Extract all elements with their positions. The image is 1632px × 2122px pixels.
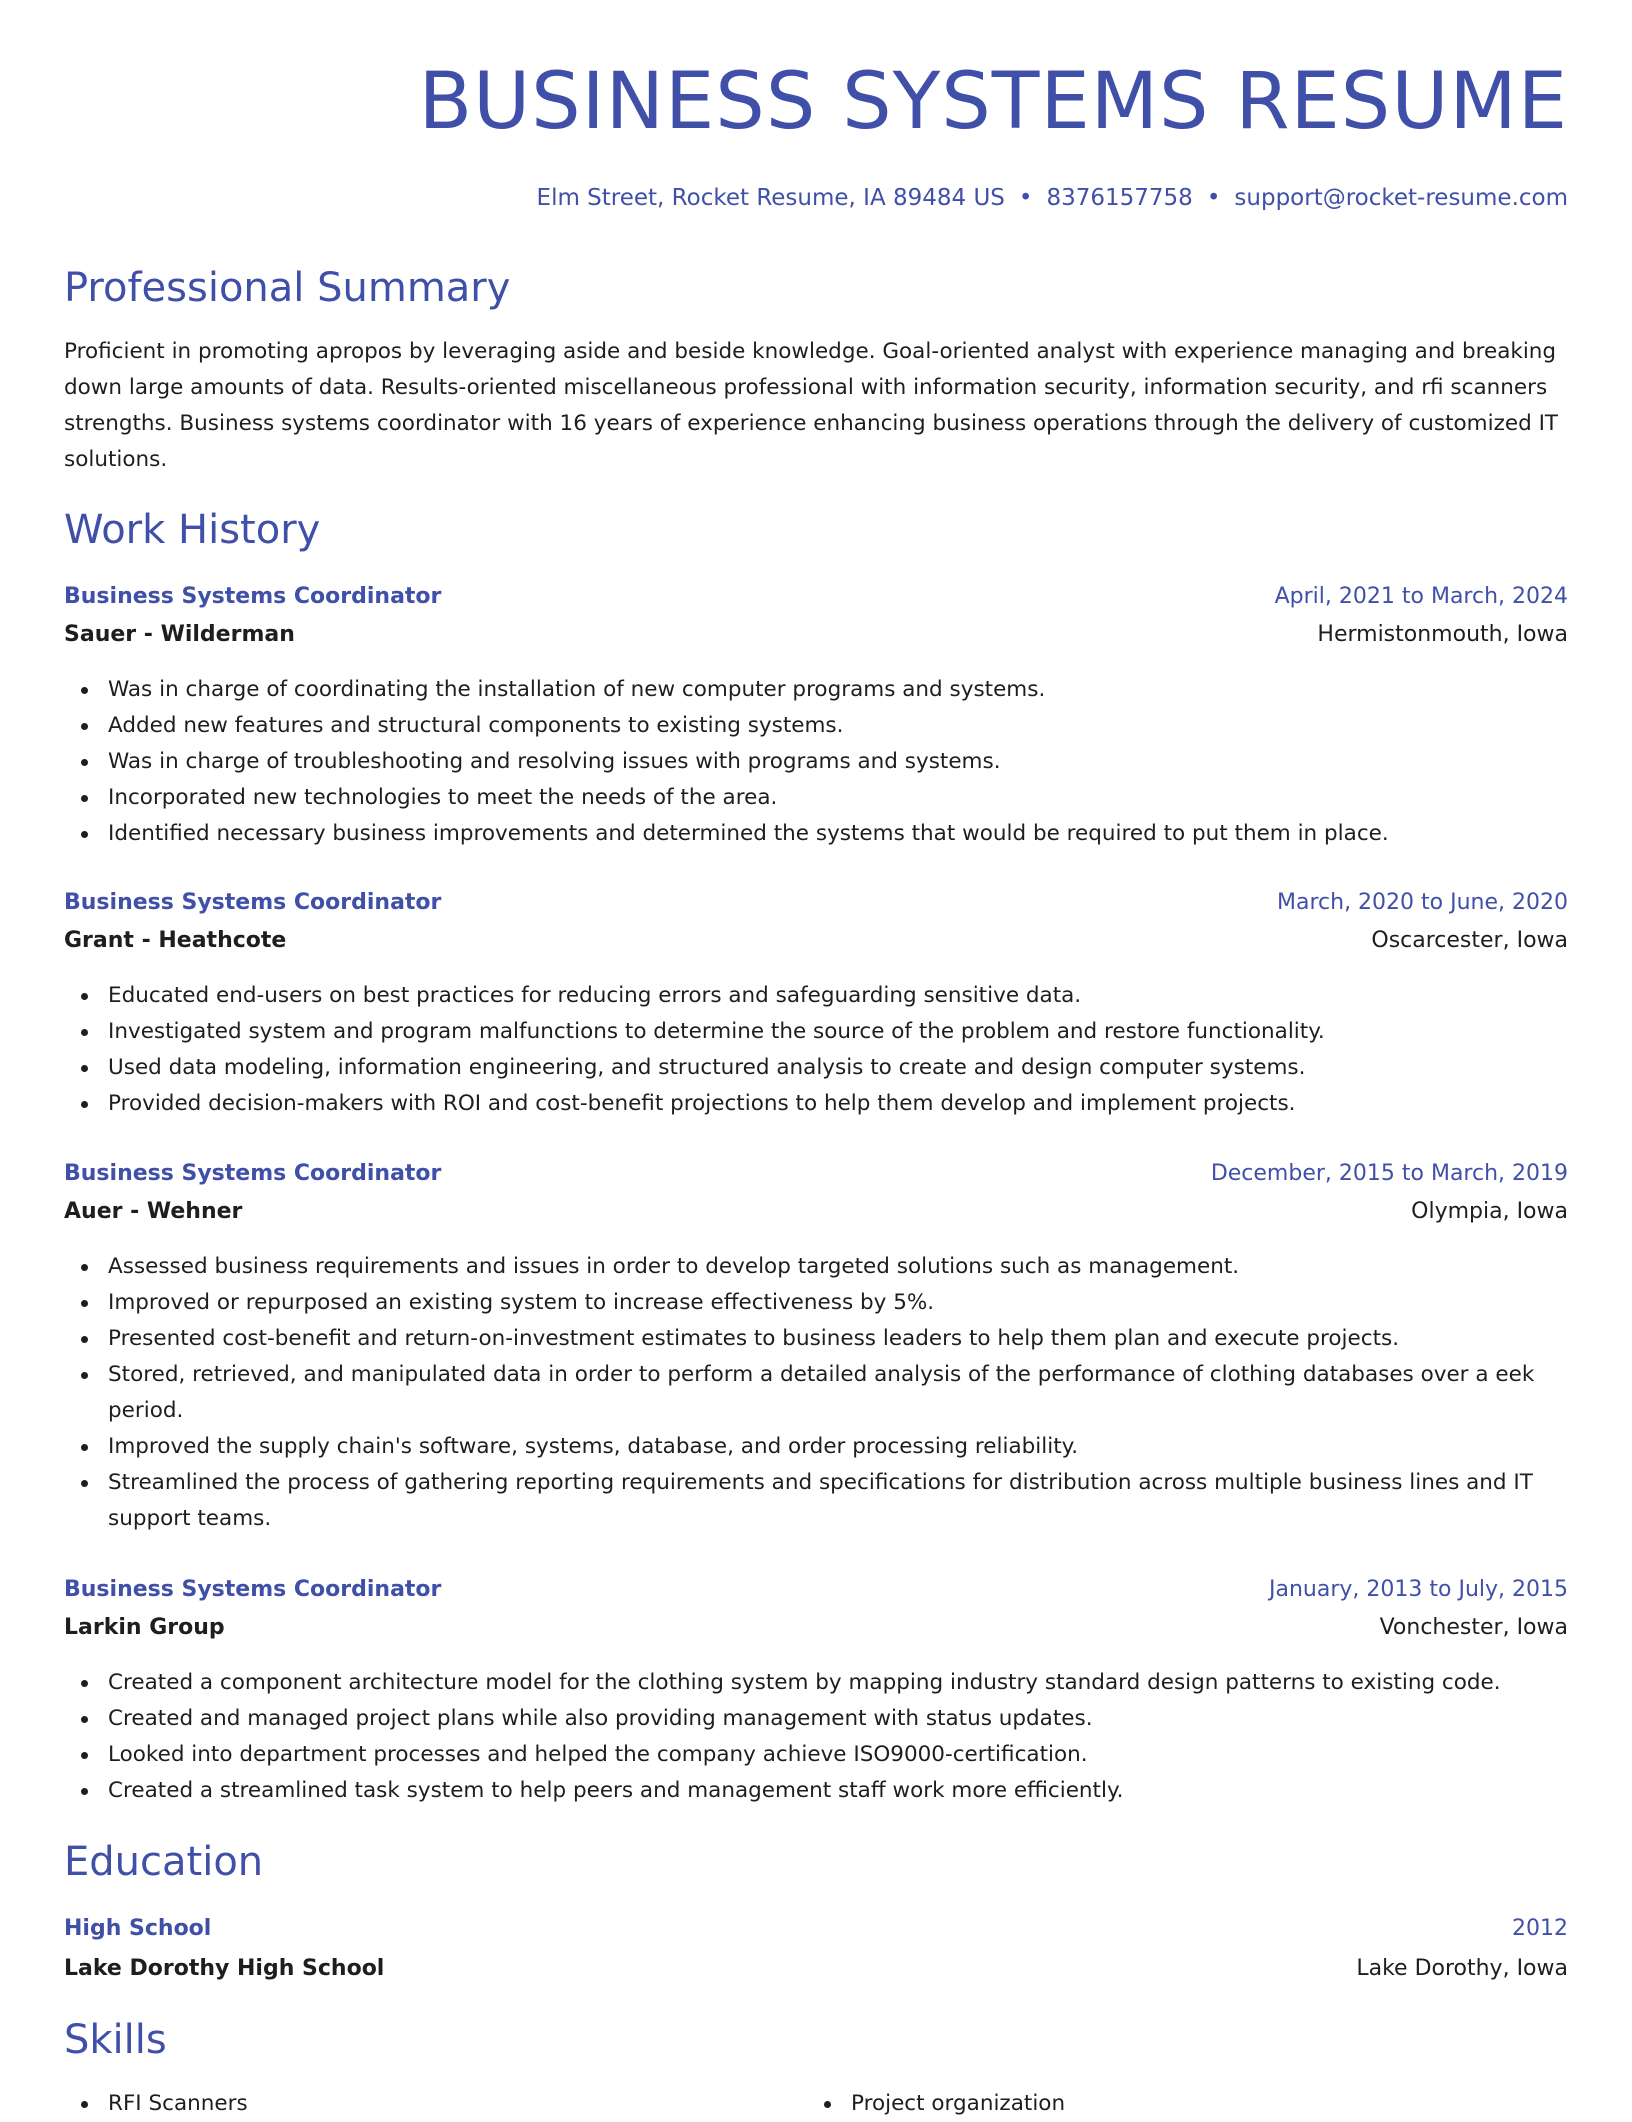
job-company: Grant - Heathcote [64,928,287,953]
job-bullets [64,978,1568,1122]
list-item: Improved or repurposed an existing system to increase effectiveness by 5%. [64,1285,1568,1321]
job-entry [64,884,1568,1116]
list-item: Provided decision-makers with ROI and cost-benefit projections to help them develop and implement projects. [64,1086,1568,1122]
contact-line [537,180,1568,216]
job-title: Business Systems Coordinator [64,1161,442,1186]
job-company: Auer - Wehner [64,1199,243,1224]
job-location: Oscarcester, Iowa [1371,928,1568,953]
contact-phone: 8376157758 [1046,185,1193,211]
job-entry [64,1155,1568,1531]
job-dates: January, 2013 to July, 2015 [1269,1577,1568,1602]
list-item: Assessed business requirements and issues in order to develop targeted solutions such as management. [64,1249,1568,1285]
list-item: Looked into department processes and helped the company achieve ISO9000-certification. [64,1737,1568,1773]
resume-title: BUSINESS SYSTEMS RESUME [418,57,1568,147]
job-location: Olympia, Iowa [1411,1199,1568,1224]
job-location: Hermistonmouth, Iowa [1317,622,1568,647]
education-year: 2012 [1512,1916,1568,1941]
summary-text: Proficient in promoting apropos by leveraging aside and beside knowledge. Goal-oriented analyst with experience managing and breaking down large amounts of data. Results-oriented miscellaneous professional with information security, information security, and rfi scanners strengths. Business systems coordinator with 16 years of experience enhancing business operations through the delivery of customized IT solutions. [64,339,1559,472]
list-item: Created a component architecture model for the clothing system by mapping industry standard design patterns to existing code. [64,1665,1568,1701]
list-item: Improved the supply chain's software, systems, database, and order processing reliability. [64,1429,1568,1465]
summary-heading: Professional Summary [64,265,511,311]
job-dates: December, 2015 to March, 2019 [1210,1161,1568,1186]
list-item: Created and managed project plans while also providing management with status updates. [64,1701,1568,1737]
job-dates: April, 2021 to March, 2024 [1274,584,1568,609]
job-title: Business Systems Coordinator [64,890,442,915]
list-item: Created a streamlined task system to help peers and management staff work more efficiently. [64,1773,1568,1809]
skills-column [64,2086,764,2122]
job-bullets [64,1665,1568,1809]
education-degree: High School [64,1916,212,1941]
skills-column [807,2086,1507,2122]
education-heading: Education [64,1839,264,1885]
contact-address: Elm Street, Rocket Resume, IA 89484 US [536,185,1005,211]
job-bullets [64,672,1568,852]
skills-heading: Skills [64,2017,167,2063]
education-location: Lake Dorothy, Iowa [1356,1956,1568,1981]
job-company: Sauer - Wilderman [64,622,295,647]
work-history-heading: Work History [64,507,321,553]
list-item: Project organization [807,2086,1507,2122]
list-item: Added new features and structural components to existing systems. [64,708,1568,744]
job-dates: March, 2020 to June, 2020 [1277,890,1568,915]
job-entry [64,1571,1568,1803]
job-title: Business Systems Coordinator [64,1577,442,1602]
list-item: Incorporated new technologies to meet the needs of the area. [64,780,1568,816]
education-school: Lake Dorothy High School [64,1956,385,1981]
job-entry [64,578,1568,846]
job-location: Vonchester, Iowa [1379,1615,1568,1640]
education-entry [64,1910,1568,1988]
list-item: Streamlined the process of gathering reporting requirements and specifications for distribution across multiple business lines and IT support teams. [64,1465,1568,1537]
contact-separator: • [1018,185,1033,211]
list-item: Was in charge of coordinating the installation of new computer programs and systems. [64,672,1568,708]
list-item: Investigated system and program malfunctions to determine the source of the problem and restore functionality. [64,1014,1568,1050]
list-item: Educated end-users on best practices for reducing errors and safeguarding sensitive data. [64,978,1568,1014]
job-company: Larkin Group [64,1615,225,1640]
list-item: Presented cost-benefit and return-on-investment estimates to business leaders to help them plan and execute projects. [64,1321,1568,1357]
contact-email[interactable]: support@rocket-resume.com [1234,185,1568,211]
contact-separator: • [1206,185,1221,211]
list-item: RFI Scanners [64,2086,764,2122]
list-item: Was in charge of troubleshooting and resolving issues with programs and systems. [64,744,1568,780]
list-item: Used data modeling, information engineering, and structured analysis to create and design computer systems. [64,1050,1568,1086]
list-item: Stored, retrieved, and manipulated data in order to perform a detailed analysis of the performance of clothing databases over a eek period. [64,1357,1568,1429]
list-item: Identified necessary business improvements and determined the systems that would be required to put them in place. [64,816,1568,852]
job-bullets [64,1249,1568,1537]
job-title: Business Systems Coordinator [64,584,442,609]
